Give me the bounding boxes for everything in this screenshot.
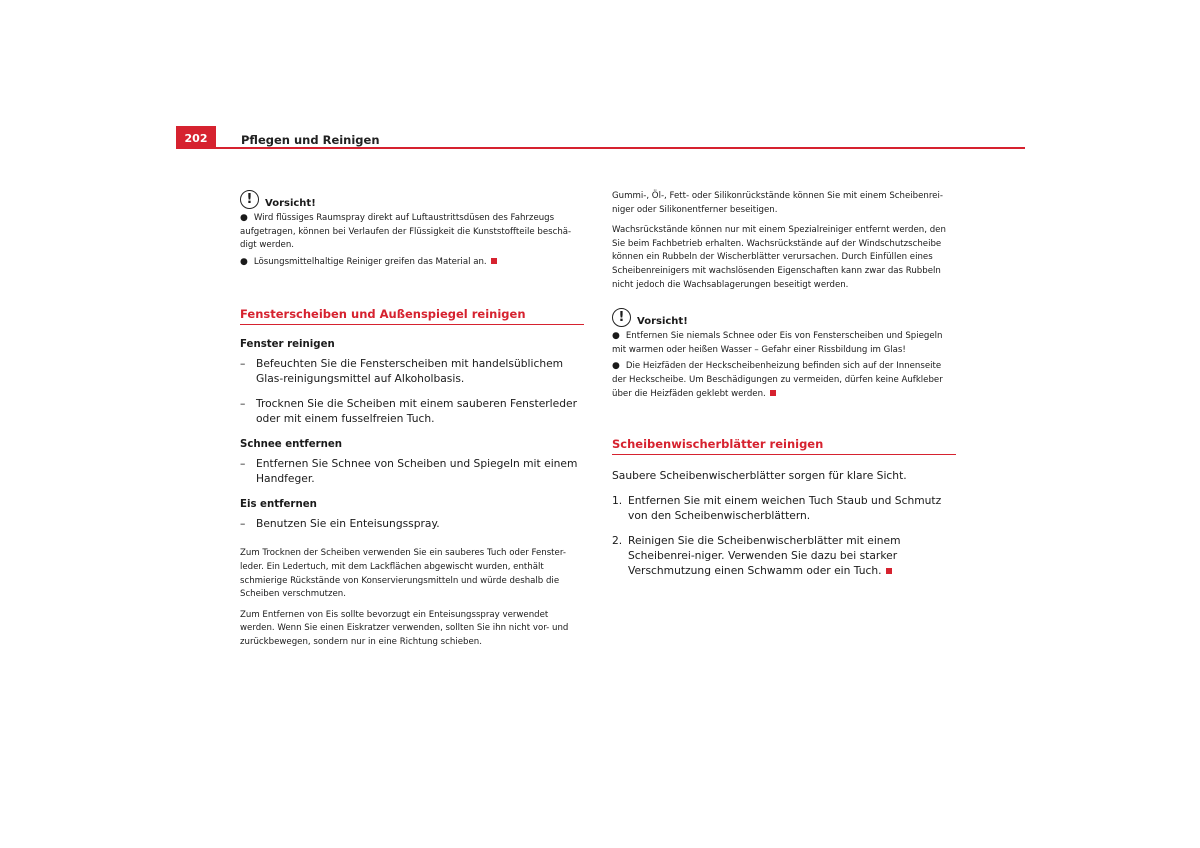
warning-bullet: ● Entfernen Sie niemals Schnee oder Eis von Fensterscheiben und Spiegeln mit warmen oder heißen Wasser – Gefahr einer Rissbildung im Glas! bbox=[612, 331, 943, 355]
warning-box bbox=[240, 190, 584, 269]
chapter-title: Pflegen und Reinigen bbox=[241, 133, 380, 147]
warning-bullet: ● Die Heizfäden der Heckscheibenheizung befinden sich auf der Innenseite der Heckscheibe. Um Beschädigungen zu vermeiden, dürfen keine Aufkleber über die Heizfäden geklebt werden. bbox=[612, 361, 943, 399]
end-mark-icon bbox=[491, 258, 497, 264]
bullet-icon: ● bbox=[240, 256, 248, 267]
warning-box bbox=[612, 308, 956, 401]
section-title: Scheibenwischerblätter reinigen bbox=[612, 437, 956, 455]
exclamation-icon: ! bbox=[240, 190, 259, 209]
warning-bullet: ● Lösungsmittelhaltige Reiniger greifen das Material an. bbox=[240, 256, 584, 270]
end-mark-icon bbox=[770, 390, 776, 396]
list-item: – Trocknen Sie die Scheiben mit einem sauberen Fensterleder oder mit einem fusselfreien Tuch. bbox=[240, 397, 577, 426]
warning-title: Vorsicht! bbox=[637, 316, 688, 328]
intro-paragraph: Saubere Scheibenwischerblätter sorgen für klare Sicht. bbox=[612, 469, 907, 483]
warning-bullet: ● Wird flüssiges Raumspray direkt auf Luftaustrittsdüsen des Fahrzeugs aufgetragen, können bei Verlaufen der Flüssigkeit die Kunststoffteile beschä-digt werden. bbox=[240, 213, 572, 251]
bullet-icon: ● bbox=[240, 213, 248, 223]
note-paragraph: Zum Trocknen der Scheiben verwenden Sie ein sauberes Tuch oder Fenster-leder. Ein Ledertuch, mit dem Lackflächen abgewischt wurden, enthält schmierige Rückstände von Konservierungsmitteln und würde deshalb die Scheiben verschmutzen. bbox=[240, 548, 566, 600]
subsection-title: Fenster reinigen bbox=[240, 339, 335, 351]
header-rule bbox=[176, 147, 1025, 149]
subsection-title: Schnee entfernen bbox=[240, 439, 343, 451]
note-paragraph: Zum Entfernen von Eis sollte bevorzugt ein Enteisungsspray verwendet werden. Wenn Sie einen Eiskratzer verwenden, sollten Sie ihn nicht vor- und zurückbewegen, sondern nur in eine Richtung schieben. bbox=[240, 609, 569, 647]
section-title: Fensterscheiben und Außenspiegel reinigen bbox=[240, 307, 584, 325]
left-column bbox=[240, 190, 584, 650]
step-item: 2. Reinigen Sie die Scheibenwischerblätter mit einem Scheibenrei-niger. Verwenden Sie dazu bei starker Verschmutzung einen Schwamm oder ein Tuch. bbox=[612, 534, 901, 578]
end-mark-icon bbox=[886, 568, 892, 574]
subsection-title: Eis entfernen bbox=[240, 499, 317, 511]
right-column bbox=[612, 190, 956, 578]
bullet-icon: ● bbox=[612, 331, 620, 342]
bullet-icon: ● bbox=[612, 361, 620, 372]
list-item: – Benutzen Sie ein Enteisungsspray. bbox=[240, 517, 440, 531]
paragraph: Wachsrückstände können nur mit einem Spezialreiniger entfernt werden, den Sie beim Fachbetrieb erhalten. Wachsrückstände auf der Windschutzscheibe können ein Rubbeln der Wischerblätter verursachen. Durch Einfüllen eines Scheibenreinigers mit wachslösenden Eigenschaften kann zwar das Rubbeln nicht jedoch die Wachsablagerungen beseitigt werden. bbox=[612, 225, 946, 290]
page-number: 202 bbox=[184, 132, 208, 145]
step-item: 1. Entfernen Sie mit einem weichen Tuch Staub und Schmutz von den Scheibenwischerblättern. bbox=[612, 494, 942, 523]
list-item: – Entfernen Sie Schnee von Scheiben und Spiegeln mit einem Handfeger. bbox=[240, 457, 578, 486]
warning-title: Vorsicht! bbox=[265, 198, 316, 209]
list-item: – Befeuchten Sie die Fensterscheiben mit handelsüblichem Glas-reinigungsmittel auf Alkoholbasis. bbox=[240, 357, 564, 386]
paragraph: Gummi-, Öl-, Fett- oder Silikonrückstände können Sie mit einem Scheibenrei-niger oder Silikonentferner beseitigen. bbox=[612, 191, 943, 215]
exclamation-icon: ! bbox=[612, 308, 631, 327]
